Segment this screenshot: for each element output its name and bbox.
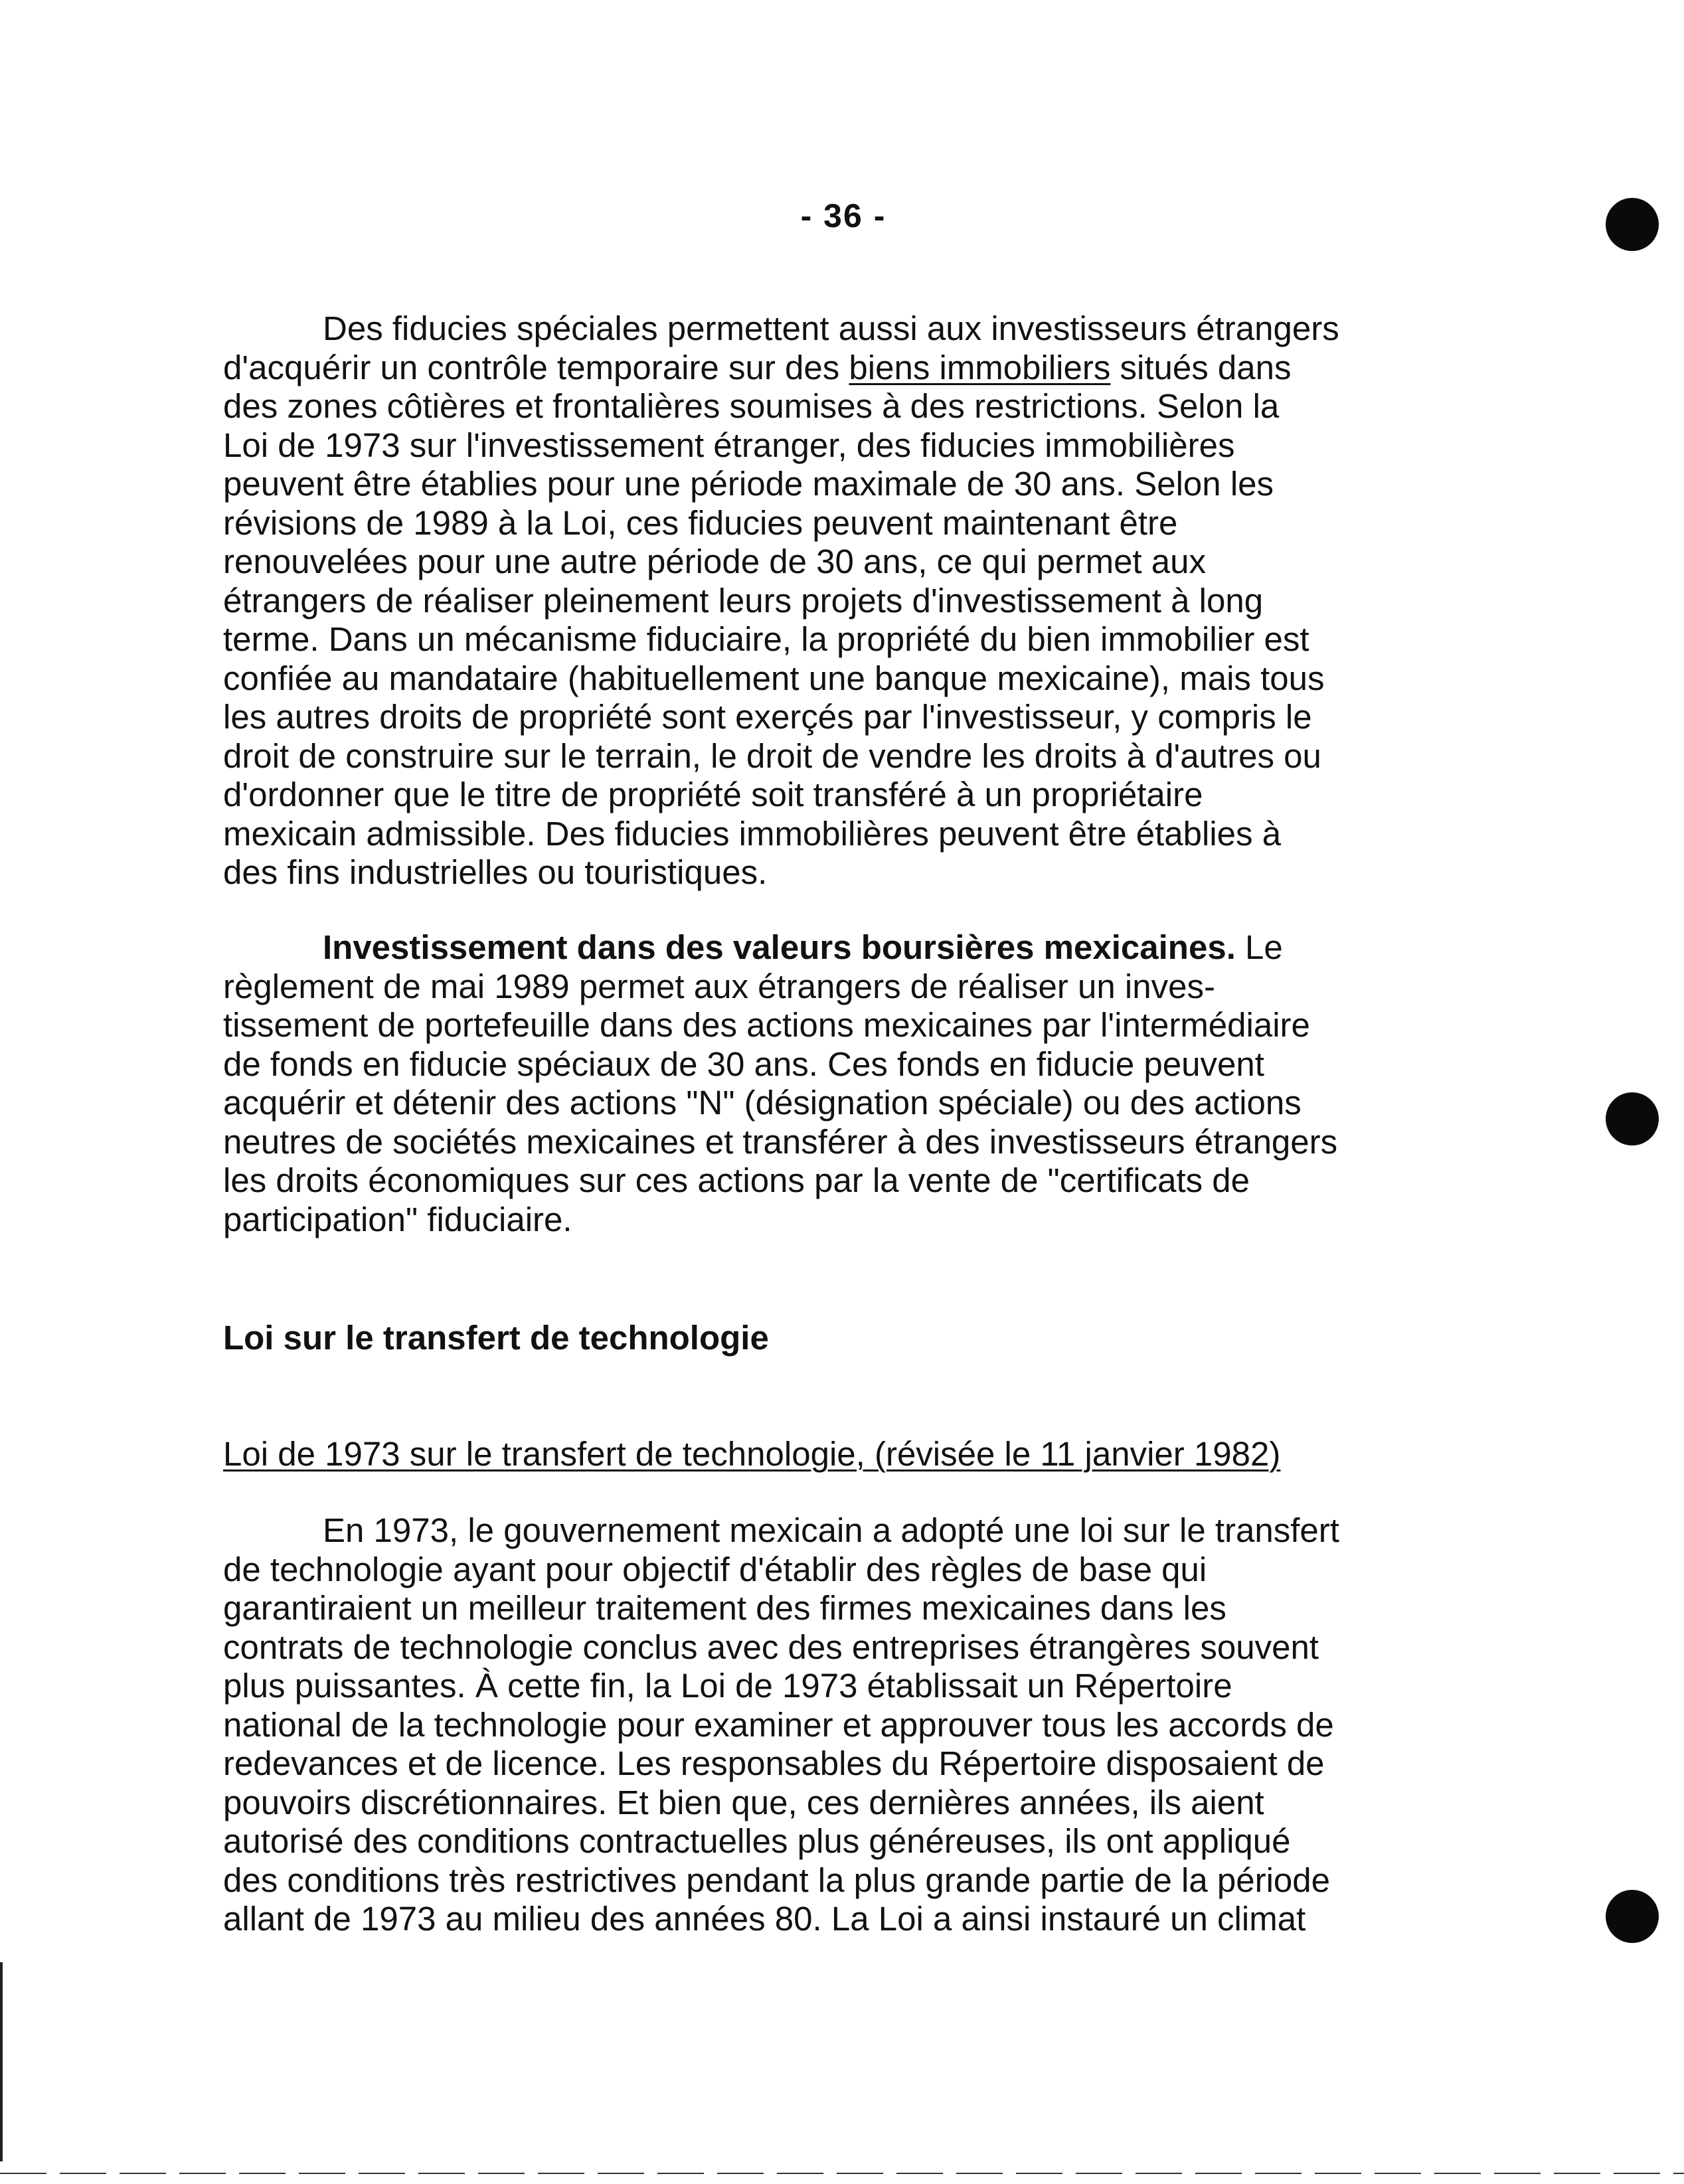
text-line <box>223 928 1458 967</box>
page-number: - 36 - <box>800 197 886 234</box>
text-line: neutres de sociétés mexicaines et transférer à des investisseurs étrangers <box>223 1122 1338 1161</box>
section-subheading: Loi de 1973 sur le transfert de technologie, (révisée le 11 janvier 1982) <box>223 1435 1281 1473</box>
text-line: étrangers de réaliser pleinement leurs projets d'investissement à long <box>223 581 1264 620</box>
text-line: Loi de 1973 sur l'investissement étranger, des fiducies immobilières <box>223 426 1235 464</box>
text-line: règlement de mai 1989 permet aux étrangers de réaliser un inves- <box>223 967 1215 1005</box>
underlined-term: biens immobiliers <box>849 348 1111 386</box>
text-fragment: situés dans <box>1110 348 1292 386</box>
text-line: autorisé des conditions contractuelles plus généreuses, ils ont appliqué <box>223 1822 1291 1860</box>
bold-lead: Investissement dans des valeurs boursières mexicaines. <box>323 928 1236 966</box>
text-line: de fonds en fiducie spéciaux de 30 ans. Ces fonds en fiducie peuvent <box>223 1045 1264 1083</box>
text-line: plus puissantes. À cette fin, la Loi de 1973 établissait un Répertoire <box>223 1667 1232 1705</box>
paragraph-transfert-technologie <box>223 1511 1458 1939</box>
text-line: les autres droits de propriété sont exerçés par l'investisseur, y compris le <box>223 698 1312 736</box>
scan-bottom-rule <box>0 2173 1684 2174</box>
text-line: renouvelées pour une autre période de 30 ans, ce qui permet aux <box>223 543 1206 580</box>
text-line: des zones côtières et frontalières soumises à des restrictions. Selon la <box>223 387 1280 425</box>
text-fragment: d'acquérir un contrôle temporaire sur des <box>223 348 849 386</box>
text-line: pouvoirs discrétionnaires. Et bien que, ces dernières années, ils aient <box>223 1783 1264 1821</box>
text-line: En 1973, le gouvernement mexicain a adopté une loi sur le transfert <box>323 1511 1339 1549</box>
paragraph-fiducies-speciales <box>223 309 1458 892</box>
text-line: des fins industrielles ou touristiques. <box>223 853 768 891</box>
text-line: allant de 1973 au milieu des années 80. La Loi a ainsi instauré un climat <box>223 1900 1306 1938</box>
text-line: national de la technologie pour examiner et approuver tous les accords de <box>223 1705 1334 1744</box>
text-line: redevances et de licence. Les responsables du Répertoire disposaient de <box>223 1744 1325 1782</box>
text-line: participation" fiduciaire. <box>223 1200 572 1238</box>
text-line: garantiraient un meilleur traitement des firmes mexicaines dans les <box>223 1589 1226 1627</box>
punch-hole-bottom <box>1606 1890 1659 1943</box>
text-line: Des fiducies spéciales permettent aussi aux investisseurs étrangers <box>323 309 1339 347</box>
text-line: contrats de technologie conclus avec des entreprises étrangères souvent <box>223 1628 1319 1666</box>
text-line <box>223 349 1458 388</box>
section-heading: Loi sur le transfert de technologie <box>223 1319 769 1357</box>
punch-hole-middle <box>1606 1092 1659 1145</box>
text-line: de technologie ayant pour objectif d'établir des règles de base qui <box>223 1550 1207 1588</box>
text-line: d'ordonner que le titre de propriété soit transféré à un propriétaire <box>223 776 1203 813</box>
punch-hole-top <box>1606 198 1659 251</box>
text-line: peuvent être établies pour une période maximale de 30 ans. Selon les <box>223 465 1274 503</box>
text-line: tissement de portefeuille dans des actions mexicaines par l'intermédiaire <box>223 1006 1310 1044</box>
text-line: droit de construire sur le terrain, le droit de vendre les droits à d'autres ou <box>223 736 1321 775</box>
text-line: des conditions très restrictives pendant la plus grande partie de la période <box>223 1861 1330 1899</box>
scan-margin-line <box>0 1962 3 2161</box>
paragraph-valeurs-boursieres <box>223 928 1458 1239</box>
text-line: terme. Dans un mécanisme fiduciaire, la propriété du bien immobilier est <box>223 620 1309 658</box>
text-line: mexicain admissible. Des fiducies immobilières peuvent être établies à <box>223 814 1282 853</box>
text-line: révisions de 1989 à la Loi, ces fiducies peuvent maintenant être <box>223 503 1178 542</box>
text-line: les droits économiques sur ces actions par la vente de "certificats de <box>223 1161 1250 1199</box>
text-line: confiée au mandataire (habituellement une banque mexicaine), mais tous <box>223 659 1325 697</box>
text-fragment: Le <box>1235 928 1283 966</box>
text-line: acquérir et détenir des actions "N" (désignation spéciale) ou des actions <box>223 1084 1302 1122</box>
